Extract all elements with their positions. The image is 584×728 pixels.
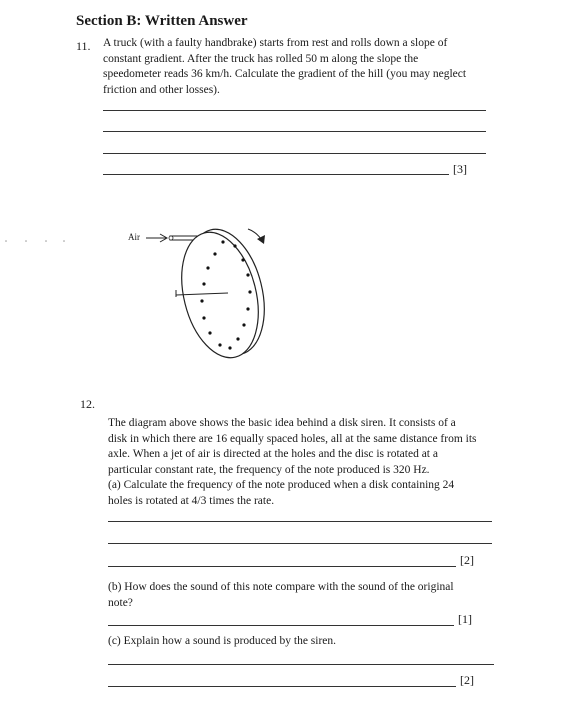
answer-line: [108, 521, 492, 522]
question-12a-text: [108, 478, 492, 509]
question-12-line: The diagram above shows the basic idea behind a disk siren. It consists of a: [108, 417, 456, 429]
question-12a-line: holes is rotated at 4/3 times the rate.: [108, 494, 275, 507]
question-11-line: friction and other losses).: [103, 83, 220, 96]
answer-line: [103, 131, 486, 132]
answer-line: [103, 174, 449, 175]
disk-siren-diagram: [140, 215, 340, 365]
question-12b-line: note?: [108, 596, 133, 609]
answer-line: [108, 566, 456, 567]
question-11-line: speedometer reads 36 km/h. Calculate the gradient of the hill (you may neglect: [103, 68, 467, 80]
answer-line: [108, 686, 456, 687]
question-11-text: [103, 36, 487, 98]
question-12a-marks: [2]: [460, 553, 474, 567]
question-12-line: particular constant rate, the frequency of the note produced is 320 Hz.: [108, 463, 430, 476]
question-12-number: 12.: [80, 397, 95, 411]
rotation-arrow-head: [257, 235, 265, 244]
question-11-line: A truck (with a faulty handbrake) starts from rest and rolls down a slope of: [103, 37, 448, 49]
question-12-intro: [108, 416, 492, 478]
margin-specks: [0, 236, 80, 246]
question-12b-line: (b) How does the sound of this note compare with the sound of the original: [108, 581, 454, 593]
question-12c-text: (c) Explain how a sound is produced by the siren.: [108, 635, 337, 647]
answer-line: [103, 110, 486, 111]
question-12-line: disk in which there are 16 equally spaced holes, all at the same distance from its: [108, 432, 477, 445]
question-12b-marks: [1]: [458, 612, 472, 626]
air-label: Air: [128, 232, 140, 242]
question-12-line: axle. When a jet of air is directed at the holes and the disc is rotated at a: [108, 448, 438, 460]
question-11-marks: [3]: [453, 162, 467, 176]
question-11-line: constant gradient. After the truck has rolled 50 m along the slope the: [103, 52, 419, 65]
answer-line: [108, 664, 494, 665]
question-12c-marks: [2]: [460, 673, 474, 687]
question-12b-text: [108, 580, 496, 611]
answer-line: [103, 153, 486, 154]
question-11-number: 11.: [76, 39, 91, 53]
answer-line: [108, 543, 492, 544]
question-12a-line: (a) Calculate the frequency of the note produced when a disk containing 24: [108, 479, 455, 491]
answer-line: [108, 625, 454, 626]
section-title: Section B: Written Answer: [76, 13, 248, 29]
